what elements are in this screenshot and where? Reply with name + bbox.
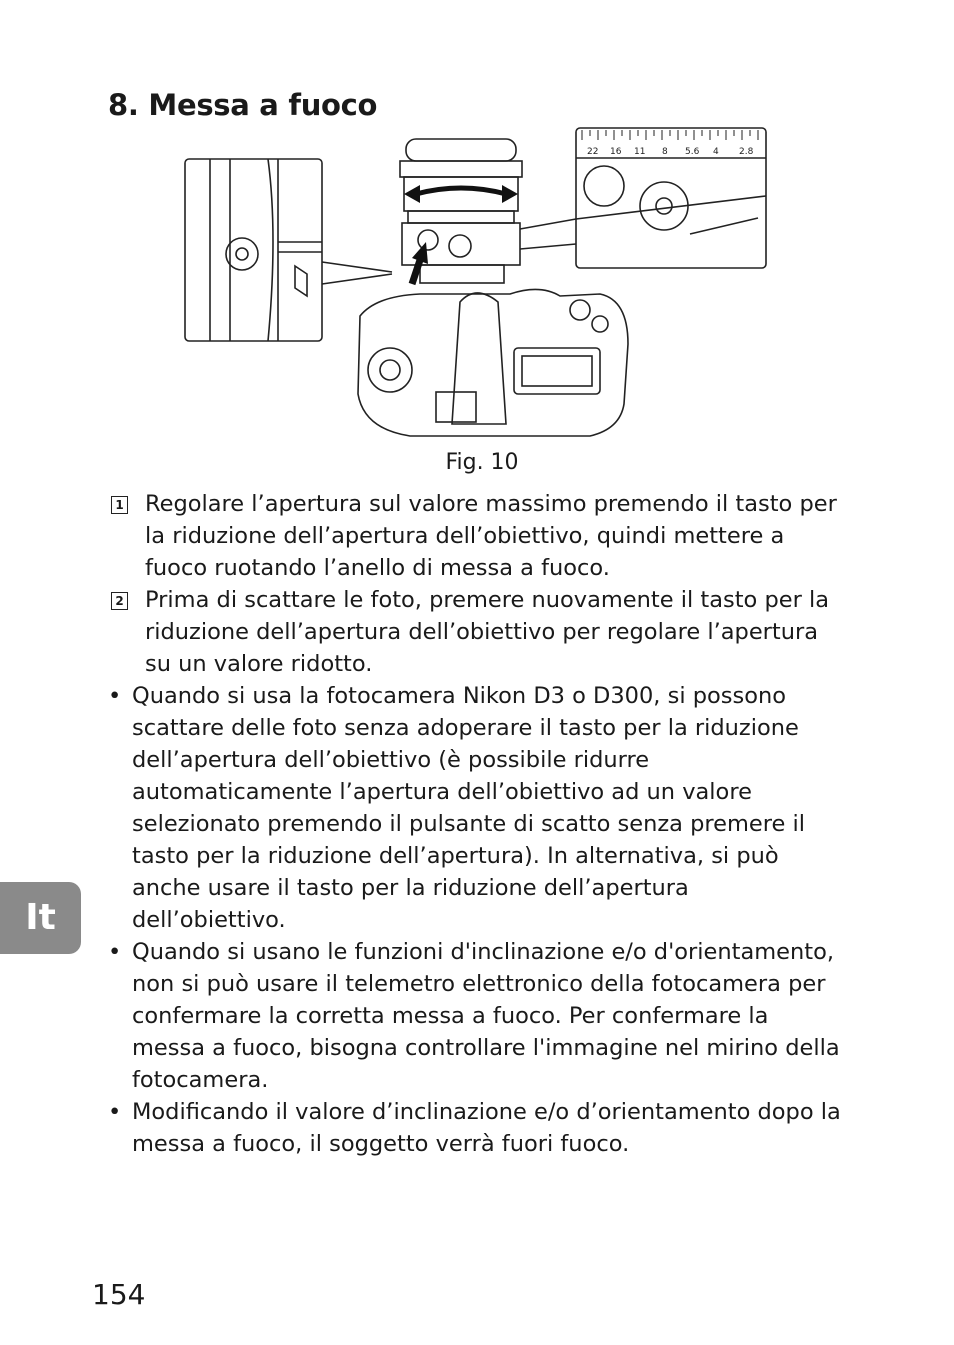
bullet-marker: • [108, 939, 122, 965]
figure-10-illustration [180, 124, 772, 444]
camera-lens-illustration [180, 124, 772, 444]
aperture-label-5.6: 5.6 [685, 147, 700, 157]
step-number-badge: 2 [111, 592, 128, 610]
aperture-label-16: 16 [610, 147, 622, 157]
bullet-item [108, 680, 848, 936]
step-item [108, 488, 848, 584]
page-number: 154 [92, 1278, 146, 1311]
aperture-label-8: 8 [662, 147, 668, 157]
section-heading: 8. Messa a fuoco [108, 88, 378, 122]
aperture-label-22: 22 [587, 147, 599, 157]
figure-caption: Fig. 10 [445, 450, 519, 475]
bullet-marker: • [108, 683, 122, 709]
instructions [108, 488, 848, 1160]
bullet-item [108, 1096, 848, 1160]
bullet-text: Quando si usa la fotocamera Nikon D3 o D300, si possono scattare delle foto senza adoperare il tasto per la riduzione dell’apertura dell’obiettivo (è possibile ridurre automaticamente l’apertura dell’obiettivo ad un valore selezionato premendo il pulsante di scatto senza premere il tasto per la riduzione dell’apertura). In alternativa, si può anche usare il tasto per la riduzione dell’apertura dell’obiettivo. [132, 683, 806, 933]
step-text: Prima di scattare le foto, premere nuovamente il tasto per la riduzione dell’apertura dell’obiettivo per regolare l’apertura su un valore ridotto. [145, 587, 830, 677]
step-item [108, 584, 848, 680]
aperture-label-2.8: 2.8 [739, 147, 754, 157]
language-tab: It [0, 882, 81, 954]
step-number-badge: 1 [111, 496, 128, 514]
bullet-item [108, 936, 848, 1096]
aperture-label-11: 11 [634, 147, 646, 157]
bullet-text: Modificando il valore d’inclinazione e/o d’orientamento dopo la messa a fuoco, il soggetto verrà fuori fuoco. [132, 1099, 841, 1157]
bullet-text: Quando si usano le funzioni d'inclinazione e/o d'orientamento, non si può usare il telemetro elettronico della fotocamera per confermare la corretta messa a fuoco. Per confermare la messa a fuoco, bisogna controllare l'immagine nel mirino della fotocamera. [132, 939, 840, 1093]
bullet-marker: • [108, 1099, 122, 1125]
step-text: Regolare l’apertura sul valore massimo premendo il tasto per la riduzione dell’apertura dell’obiettivo, quindi mettere a fuoco ruotando l’anello di messa a fuoco. [145, 491, 837, 581]
aperture-label-4: 4 [713, 147, 719, 157]
